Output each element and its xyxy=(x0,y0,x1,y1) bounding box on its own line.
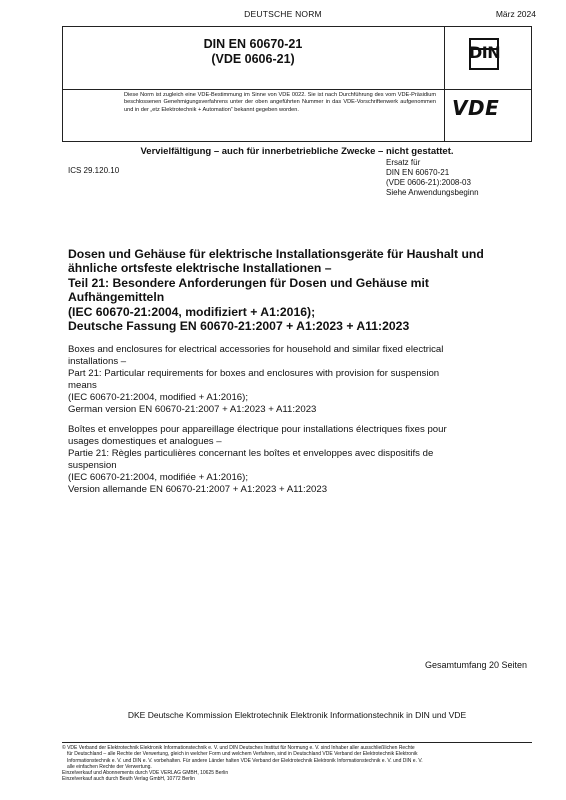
title-line: Part 21: Particular requirements for boxes and enclosures with provision for suspension xyxy=(68,368,440,380)
title-line: Partie 21: Règles particulières concernant les boîtes et enveloppes avec dispositifs de xyxy=(68,448,434,460)
title-line: (IEC 60670-21:2004, modifiée + A1:2016); xyxy=(68,472,249,484)
title-line: ähnliche ortsfeste elektrische Installationen – xyxy=(68,261,332,276)
dke-label: DKE Deutsche Kommission Elektrotechnik Elektronik Informationstechnik in DIN und VDE xyxy=(127,710,467,720)
title-line: (IEC 60670-21:2004, modified + A1:2016); xyxy=(68,392,249,404)
copyright-notice xyxy=(62,745,532,783)
title-line: Boîtes et enveloppes pour appareillage électrique pour installations électriques fixes pour xyxy=(68,424,447,435)
standard-number: DIN EN 60670-21 xyxy=(203,37,303,51)
reproduction-notice: Vervielfältigung – auch für innerbetriebliche Zwecke – nicht gestattet. xyxy=(140,146,454,157)
title-french xyxy=(68,424,538,497)
din-logo xyxy=(469,38,499,70)
title-line: usages domestiques et analogues – xyxy=(68,436,222,448)
replacement-line: DIN EN 60670-21 xyxy=(386,168,450,177)
vde-logo: VDE xyxy=(452,96,500,120)
title-line: Boxes and enclosures for electrical accessories for household and similar fixed electrical xyxy=(68,344,444,355)
title-line: German version EN 60670-21:2007 + A1:2023 + A11:2023 xyxy=(68,404,317,416)
copyright-line: Einzelverkauf und Abonnements durch VDE VERLAG GMBH, 10625 Berlin xyxy=(62,770,229,777)
vde-note: Diese Norm ist zugleich eine VDE-Bestimmung im Sinne von VDE 0022. Sie ist nach Durchführung des vom VDE-Präsidium beschlossenen Genehmigungsverfahrens unter der oben angeführten Nummer in das VDE-Vorschriftenwerk aufgenommen und in der „etz Elektrotechnik + Automation“ bekannt gegeben worden. xyxy=(124,92,436,113)
vde-classification: (VDE 0606-21) xyxy=(211,52,295,66)
total-pages: Gesamtumfang 20 Seiten xyxy=(424,660,527,670)
title-line: Aufhängemitteln xyxy=(68,290,165,305)
replacement-line: Siehe Anwendungsbeginn xyxy=(386,188,479,197)
title-line: means xyxy=(68,380,97,392)
copyright-line: © VDE Verband der Elektrotechnik Elektronik Informationstechnik e. V. und DIN Deutsches Institut für Normung e. V. sind Inhaber aller ausschließlichen Rechte xyxy=(62,745,415,751)
title-german xyxy=(68,247,538,333)
footer-divider xyxy=(62,742,532,743)
document-type-label: DEUTSCHE NORM xyxy=(244,9,322,19)
publication-date: März 2024 xyxy=(495,9,536,19)
title-english xyxy=(68,344,538,417)
din-logo-text: DIN xyxy=(469,43,501,62)
box-divider-horizontal xyxy=(63,89,531,90)
copyright-line: Informationstechnik e. V. und DIN e. V. vorbehalten. Für andere Länder halten VDE Verband der Elektrotechnik Elektronik Informationstechnik e. V. und DIN e. V. xyxy=(67,757,423,764)
title-line: Version allemande EN 60670-21:2007 + A1:2023 + A11:2023 xyxy=(68,484,328,496)
replacement-line: Ersatz für xyxy=(386,158,421,167)
title-line: (IEC 60670-21:2004, modifiziert + A1:2016); xyxy=(68,304,316,319)
title-line: Dosen und Gehäuse für elektrische Installationsgeräte für Haushalt und xyxy=(68,247,484,261)
replacement-info xyxy=(386,158,479,198)
copyright-line: alle einfachen Rechte der Verwertung. xyxy=(67,763,152,770)
title-line: suspension xyxy=(68,460,117,472)
ics-code: ICS 29.120.10 xyxy=(68,166,120,175)
title-line: Teil 21: Besondere Anforderungen für Dosen und Gehäuse mit xyxy=(68,275,429,290)
copyright-line: für Deutschland – alle Rechte der Verwertung, gleich in welcher Form und welchem Verfahren, sind in Deutschland VDE Verband der Elektrotechnik Elektronik xyxy=(67,751,418,758)
copyright-line: Einzelverkauf auch durch Beuth Verlag GmbH, 10772 Berlin xyxy=(62,776,195,783)
replacement-line: (VDE 0606-21):2008-03 xyxy=(386,178,471,187)
title-line: Deutsche Fassung EN 60670-21:2007 + A1:2023 + A11:2023 xyxy=(68,319,410,334)
box-divider-vertical xyxy=(444,27,445,141)
title-line: installations – xyxy=(68,356,127,368)
